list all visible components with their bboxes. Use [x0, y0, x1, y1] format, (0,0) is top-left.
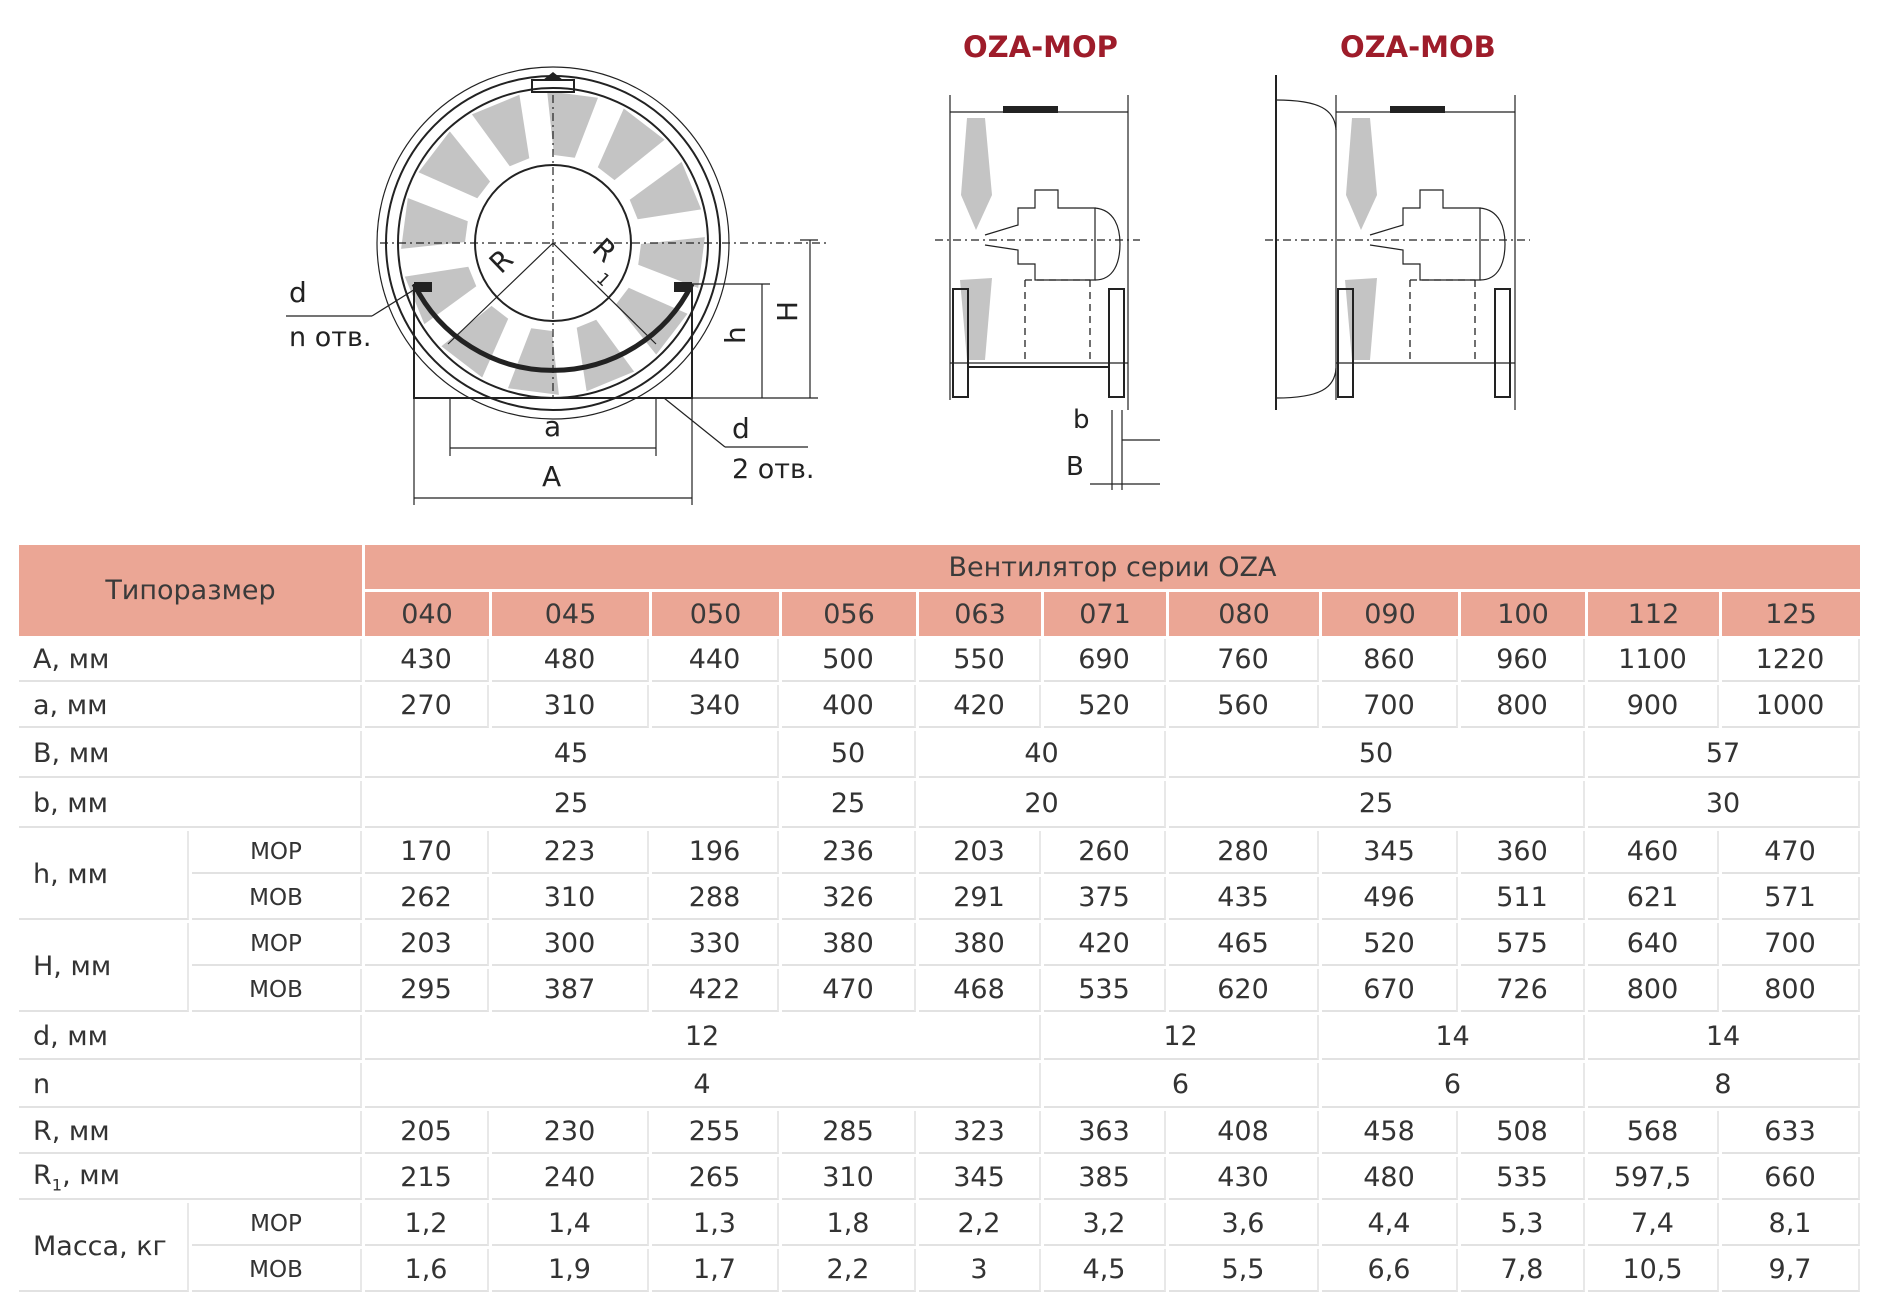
table-cell: 620: [1169, 969, 1319, 1012]
impeller-blade: [401, 198, 468, 249]
table-cell: 500: [782, 639, 916, 682]
table-cell: 10,5: [1588, 1249, 1719, 1292]
table-cell: 670: [1322, 969, 1458, 1012]
table-cell: 285: [782, 1111, 916, 1154]
table-cell: 310: [492, 685, 649, 728]
table-cell: 568: [1588, 1111, 1719, 1154]
table-cell: 800: [1588, 969, 1719, 1012]
mob-inlet-bell-top: [1276, 100, 1336, 130]
table-cell: 57: [1588, 731, 1860, 778]
row-label-R1-main: R: [33, 1160, 52, 1192]
table-cell: 1,6: [365, 1249, 489, 1292]
table-cell: 1,3: [652, 1203, 779, 1246]
mop-terminal: [1003, 106, 1058, 113]
technical-drawings: [0, 0, 1886, 530]
table-cell: 20: [919, 781, 1166, 828]
table-cell: 422: [652, 969, 779, 1012]
table-cell: 12: [1044, 1015, 1319, 1060]
table-cell: 4,5: [1044, 1249, 1166, 1292]
mop-label-B: B: [1066, 452, 1084, 482]
row-sublabel-mob: MOB: [192, 1249, 362, 1292]
table-cell: 8,1: [1722, 1203, 1860, 1246]
table-cell: 700: [1722, 923, 1860, 966]
table-cell: 310: [782, 1157, 916, 1200]
table-cell: 1,7: [652, 1249, 779, 1292]
table-cell: 400: [782, 685, 916, 728]
header-size-cell: 056: [782, 592, 916, 636]
table-cell: 520: [1044, 685, 1166, 728]
table-cell: 203: [365, 923, 489, 966]
table-cell: 470: [1722, 831, 1860, 874]
table-cell: 387: [492, 969, 649, 1012]
table-cell: 270: [365, 685, 489, 728]
table-cell: 385: [1044, 1157, 1166, 1200]
row-label-B: B, мм: [19, 731, 362, 778]
header-size-cell: 050: [652, 592, 779, 636]
table-cell: 597,5: [1588, 1157, 1719, 1200]
table-cell: 1,9: [492, 1249, 649, 1292]
table-cell: 196: [652, 831, 779, 874]
table-cell: 310: [492, 877, 649, 920]
table-cell: 470: [782, 969, 916, 1012]
table-cell: 30: [1588, 781, 1860, 828]
table-cell: 430: [1169, 1157, 1319, 1200]
table-cell: 535: [1461, 1157, 1585, 1200]
table-cell: 2,2: [919, 1203, 1041, 1246]
table-cell: 1,8: [782, 1203, 916, 1246]
impeller-blade: [508, 328, 559, 395]
table-cell: 633: [1722, 1111, 1860, 1154]
table-cell: 260: [1044, 831, 1166, 874]
label-R1: R: [585, 231, 623, 269]
table-cell: 205: [365, 1111, 489, 1154]
table-cell: 7,8: [1461, 1249, 1585, 1292]
table-cell: 288: [652, 877, 779, 920]
mob-motor-fan-cover: [1480, 208, 1505, 280]
table-cell: 800: [1461, 685, 1585, 728]
header-size-cell: 112: [1588, 592, 1719, 636]
row-sublabel-mob: MOB: [192, 969, 362, 1012]
table-cell: 465: [1169, 923, 1319, 966]
table-cell: 420: [1044, 923, 1166, 966]
table-cell: 291: [919, 877, 1041, 920]
table-row: [19, 831, 1860, 874]
specification-table: [16, 542, 1863, 1295]
table-cell: 240: [492, 1157, 649, 1200]
mob-terminal: [1390, 106, 1445, 113]
row-sublabel-mop: MOP: [192, 923, 362, 966]
table-cell: 236: [782, 831, 916, 874]
mob-blade-upper: [1346, 118, 1377, 230]
mob-title: OZA-MOB: [1340, 30, 1496, 64]
table-cell: 508: [1461, 1111, 1585, 1154]
mop-label-b: b: [1073, 405, 1090, 435]
row-label-A: A, мм: [19, 639, 362, 682]
table-cell: 25: [365, 781, 779, 828]
table-cell: 4: [365, 1063, 1041, 1108]
table-cell: 575: [1461, 923, 1585, 966]
table-cell: 25: [782, 781, 916, 828]
table-cell: 9,7: [1722, 1249, 1860, 1292]
table-cell: 520: [1322, 923, 1458, 966]
mop-motor: [985, 190, 1095, 280]
mop-title: OZA-MOP: [963, 30, 1118, 64]
mob-inlet-bell-bottom: [1276, 368, 1336, 398]
mob-right-foot: [1495, 289, 1510, 397]
label-A: A: [542, 460, 562, 493]
row-sublabel-mob: MOB: [192, 877, 362, 920]
table-row: [19, 1249, 1860, 1292]
table-cell: 660: [1722, 1157, 1860, 1200]
row-label-d: d, мм: [19, 1015, 362, 1060]
table-cell: 295: [365, 969, 489, 1012]
table-cell: 408: [1169, 1111, 1319, 1154]
table-cell: 6: [1322, 1063, 1585, 1108]
table-cell: 1,4: [492, 1203, 649, 1246]
table-row: [19, 1063, 1860, 1108]
table-cell: 4,4: [1322, 1203, 1458, 1246]
row-label-mass: Масса, кг: [19, 1203, 189, 1292]
table-row: [19, 969, 1860, 1012]
table-cell: 280: [1169, 831, 1319, 874]
label-n-holes: n отв.: [289, 322, 372, 353]
table-cell: 1000: [1722, 685, 1860, 728]
table-cell: 323: [919, 1111, 1041, 1154]
table-row: [19, 1111, 1860, 1154]
table-cell: 5,3: [1461, 1203, 1585, 1246]
header-size-cell: 090: [1322, 592, 1458, 636]
table-cell: 215: [365, 1157, 489, 1200]
cradle-right-lug: [674, 282, 692, 292]
table-cell: 496: [1322, 877, 1458, 920]
table-row: [19, 1203, 1860, 1246]
table-cell: 460: [1588, 831, 1719, 874]
table-cell: 511: [1461, 877, 1585, 920]
mob-motor: [1370, 190, 1480, 280]
table-cell: 170: [365, 831, 489, 874]
label-d-bottom: d: [732, 412, 750, 445]
table-row: [19, 685, 1860, 728]
table-cell: 420: [919, 685, 1041, 728]
label-a: a: [544, 410, 562, 443]
row-label-R: R, мм: [19, 1111, 362, 1154]
impeller-blade: [638, 237, 705, 288]
table-cell: 5,5: [1169, 1249, 1319, 1292]
header-series: Вентилятор серии OZA: [365, 545, 1860, 589]
table-cell: 458: [1322, 1111, 1458, 1154]
table-cell: 8: [1588, 1063, 1860, 1108]
header-size-cell: 071: [1044, 592, 1166, 636]
table-row: [19, 923, 1860, 966]
header-size-cell: 045: [492, 592, 649, 636]
table-cell: 440: [652, 639, 779, 682]
table-cell: 380: [919, 923, 1041, 966]
row-label-R1-unit: , мм: [62, 1160, 120, 1192]
header-model-size: Типоразмер: [19, 545, 362, 636]
table-row: [19, 1157, 1860, 1200]
header-size-cell: 080: [1169, 592, 1319, 636]
table-row: [19, 639, 1860, 682]
table-cell: 375: [1044, 877, 1166, 920]
table-cell: 265: [652, 1157, 779, 1200]
table-cell: 45: [365, 731, 779, 778]
table-cell: 6,6: [1322, 1249, 1458, 1292]
table-cell: 621: [1588, 877, 1719, 920]
table-cell: 345: [1322, 831, 1458, 874]
mop-side-view: [935, 30, 1160, 490]
table-cell: 360: [1461, 831, 1585, 874]
label-d-top: d: [289, 276, 307, 309]
table-cell: 340: [652, 685, 779, 728]
row-label-h: h, мм: [19, 831, 189, 920]
header-size-cell: 125: [1722, 592, 1860, 636]
table-cell: 435: [1169, 877, 1319, 920]
row-label-H: H, мм: [19, 923, 189, 1012]
table-cell: 12: [365, 1015, 1041, 1060]
table-cell: 3,2: [1044, 1203, 1166, 1246]
row-label-n: n: [19, 1063, 362, 1108]
table-row: [19, 781, 1860, 828]
row-label-b: b, мм: [19, 781, 362, 828]
row-label-R1: [19, 1157, 362, 1200]
table-cell: 330: [652, 923, 779, 966]
table-cell: 203: [919, 831, 1041, 874]
impeller-blade: [616, 288, 688, 355]
table-row: [19, 877, 1860, 920]
table-cell: 6: [1044, 1063, 1319, 1108]
row-sublabel-mop: MOP: [192, 1203, 362, 1246]
table-cell: 860: [1322, 639, 1458, 682]
table-cell: 468: [919, 969, 1041, 1012]
mop-right-foot: [1109, 289, 1124, 397]
table-cell: 1220: [1722, 639, 1860, 682]
table-cell: 571: [1722, 877, 1860, 920]
impeller-blade: [598, 109, 665, 181]
label-R: R: [482, 242, 520, 280]
mop-motor-mount-hidden: [1025, 280, 1090, 362]
table-cell: 40: [919, 731, 1166, 778]
table-cell: 1100: [1588, 639, 1719, 682]
impeller-blade: [419, 131, 491, 198]
table-cell: 363: [1044, 1111, 1166, 1154]
table-cell: 7,4: [1588, 1203, 1719, 1246]
table-cell: 14: [1322, 1015, 1585, 1060]
header-size-cell: 100: [1461, 592, 1585, 636]
table-row: [19, 1015, 1860, 1060]
table-cell: 560: [1169, 685, 1319, 728]
table-cell: 726: [1461, 969, 1585, 1012]
header-size-cell: 063: [919, 592, 1041, 636]
table-cell: 25: [1169, 781, 1585, 828]
table-cell: 760: [1169, 639, 1319, 682]
table-cell: 50: [1169, 731, 1585, 778]
table-cell: 14: [1588, 1015, 1860, 1060]
table-cell: 1,2: [365, 1203, 489, 1246]
label-two-holes: 2 отв.: [732, 454, 815, 485]
table-cell: 640: [1588, 923, 1719, 966]
terminal-box: [532, 80, 574, 92]
mob-side-view: [1265, 30, 1530, 410]
impeller-blade: [441, 306, 508, 378]
mob-motor-mount-hidden: [1410, 280, 1475, 362]
table-cell: 2,2: [782, 1249, 916, 1292]
table-cell: 3,6: [1169, 1203, 1319, 1246]
label-H: H: [771, 300, 804, 322]
leader-2-holes: [664, 398, 725, 447]
table-cell: 345: [919, 1157, 1041, 1200]
cradle-left-lug: [414, 282, 432, 292]
table-cell: 480: [1322, 1157, 1458, 1200]
label-R1-subscript: 1: [592, 269, 614, 291]
table-cell: 3: [919, 1249, 1041, 1292]
row-label-a: a, мм: [19, 685, 362, 728]
table-cell: 223: [492, 831, 649, 874]
table-cell: 480: [492, 639, 649, 682]
table-cell: 900: [1588, 685, 1719, 728]
table-cell: 430: [365, 639, 489, 682]
table-cell: 960: [1461, 639, 1585, 682]
table-row: [19, 731, 1860, 778]
table-cell: 262: [365, 877, 489, 920]
table-cell: 300: [492, 923, 649, 966]
mob-blade-lower: [1345, 278, 1377, 360]
table-cell: 326: [782, 877, 916, 920]
mop-blade-upper: [961, 118, 992, 230]
impeller-blade: [547, 91, 598, 158]
front-view-drawing: [286, 67, 830, 505]
table-cell: 800: [1722, 969, 1860, 1012]
mop-blade-lower: [960, 278, 992, 360]
table-cell: 550: [919, 639, 1041, 682]
table-cell: 690: [1044, 639, 1166, 682]
leader-n-holes: [372, 286, 420, 316]
row-sublabel-mop: MOP: [192, 831, 362, 874]
label-h: h: [719, 326, 752, 344]
table-cell: 255: [652, 1111, 779, 1154]
table-cell: 535: [1044, 969, 1166, 1012]
table-cell: 230: [492, 1111, 649, 1154]
table-cell: 380: [782, 923, 916, 966]
mop-motor-fan-cover: [1095, 208, 1120, 280]
row-label-R1-subscript: 1: [51, 1175, 63, 1195]
table-cell: 700: [1322, 685, 1458, 728]
header-size-cell: 040: [365, 592, 489, 636]
table-cell: 50: [782, 731, 916, 778]
